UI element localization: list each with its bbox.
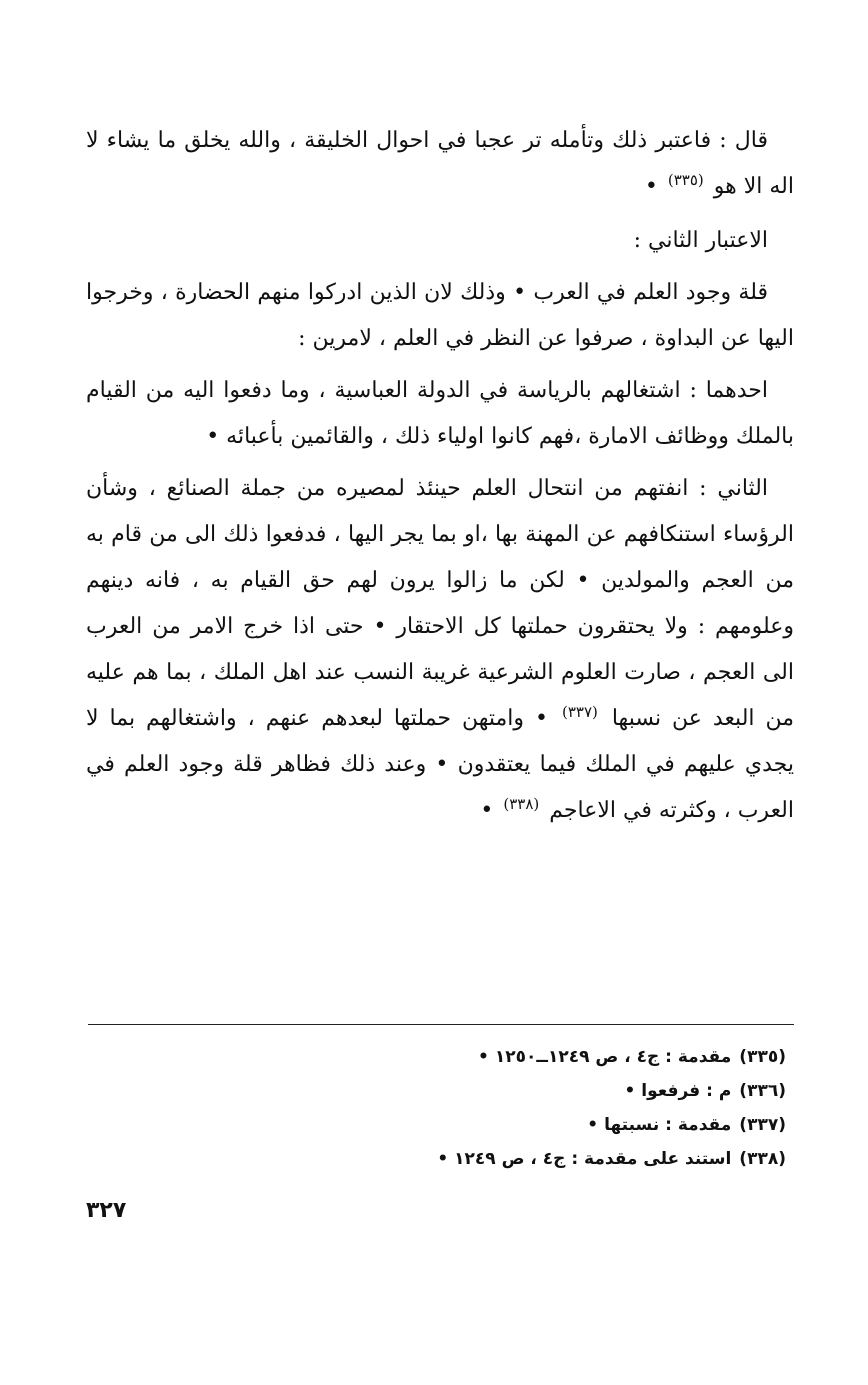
- footnote-item: [86, 1074, 786, 1108]
- footnote-text: م : فرفعوا •: [624, 1081, 732, 1101]
- page-number: ٣٢٧: [86, 1198, 127, 1223]
- footnote-item: [86, 1142, 786, 1176]
- paragraph-4-text-b: • وامتهن حملتها لبعدهم عنهم ، واشتغالهم بما لا يجدي عليهم في الملك فيما يعتقدون • وعند ذلك فظاهر قلة وجود العلم في العرب ، وكثرته في الاعاجم: [86, 706, 794, 823]
- paragraph-1-text: قال : فاعتبر ذلك وتأمله تر عجبا في احوال الخليقة ، والله يخلق ما يشاء لا اله الا هو: [86, 128, 794, 199]
- main-text: [86, 118, 794, 834]
- section-heading-text: الاعتبار الثاني :: [633, 228, 768, 253]
- footnote-text: استند على مقدمة : ج٤ ، ص ١٢٤٩ •: [437, 1149, 732, 1169]
- footnote-number: (٣٣٧): [739, 1115, 786, 1135]
- paragraph-2: [86, 270, 794, 362]
- paragraph-1-end: •: [644, 174, 658, 199]
- footnote-number: (٣٣٥): [739, 1047, 786, 1067]
- paragraph-4-text-a: الثاني : انفتهم من انتحال العلم حينئذ لمصيره من جملة الصنائع ، وشأن الرؤساء استنكافهم عن المهنة بها ،او بما يجر اليها ، فدفعوا ذلك الى من قام به من العجم والمولدين • لكن ما زالوا يرون لهم حق القيام به ، فانه دينهم وعلومهم : ولا يحتقرون حملتها كل الاحتقار • حتى اذا خرج الامر من العرب الى العجم ، صارت العلوم الشرعية غريبة النسب عند اهل الملك ، بما هم عليه من البعد عن نسبها: [86, 476, 795, 731]
- footnote-item: [86, 1108, 786, 1142]
- footnote-divider: [88, 1024, 794, 1025]
- paragraph-2-text: قلة وجود العلم في العرب • وذلك لان الذين ادركوا منهم الحضارة ، وخرجوا اليها عن البداوة ، صرفوا عن النظر في العلم ، لامرين :: [86, 280, 794, 351]
- footnote-ref-338: (٣٣٨): [503, 794, 540, 813]
- paragraph-4-end: •: [480, 798, 494, 823]
- footnote-text: مقدمة : نسبتها •: [587, 1115, 732, 1135]
- footnotes: [86, 1040, 786, 1176]
- paragraph-1: [86, 118, 794, 210]
- footnote-ref-335: (٣٣٥): [667, 170, 704, 189]
- footnote-number: (٣٣٦): [739, 1081, 786, 1101]
- paragraph-3-text: احدهما : اشتغالهم بالرياسة في الدولة العباسية ، وما دفعوا اليه من القيام بالملك ووظائف الامارة ،فهم كانوا اولياء ذلك ، والقائمين بأعبائه •: [86, 378, 794, 449]
- footnote-ref-337: (٣٣٧): [561, 702, 598, 721]
- section-heading: [86, 218, 794, 264]
- footnote-number: (٣٣٨): [739, 1149, 786, 1169]
- footnote-item: [86, 1040, 786, 1074]
- paragraph-3: [86, 368, 794, 460]
- paragraph-4: [86, 466, 794, 834]
- footnote-text: مقدمة : ج٤ ، ص ١٢٤٩ــ١٢٥٠ •: [478, 1047, 732, 1067]
